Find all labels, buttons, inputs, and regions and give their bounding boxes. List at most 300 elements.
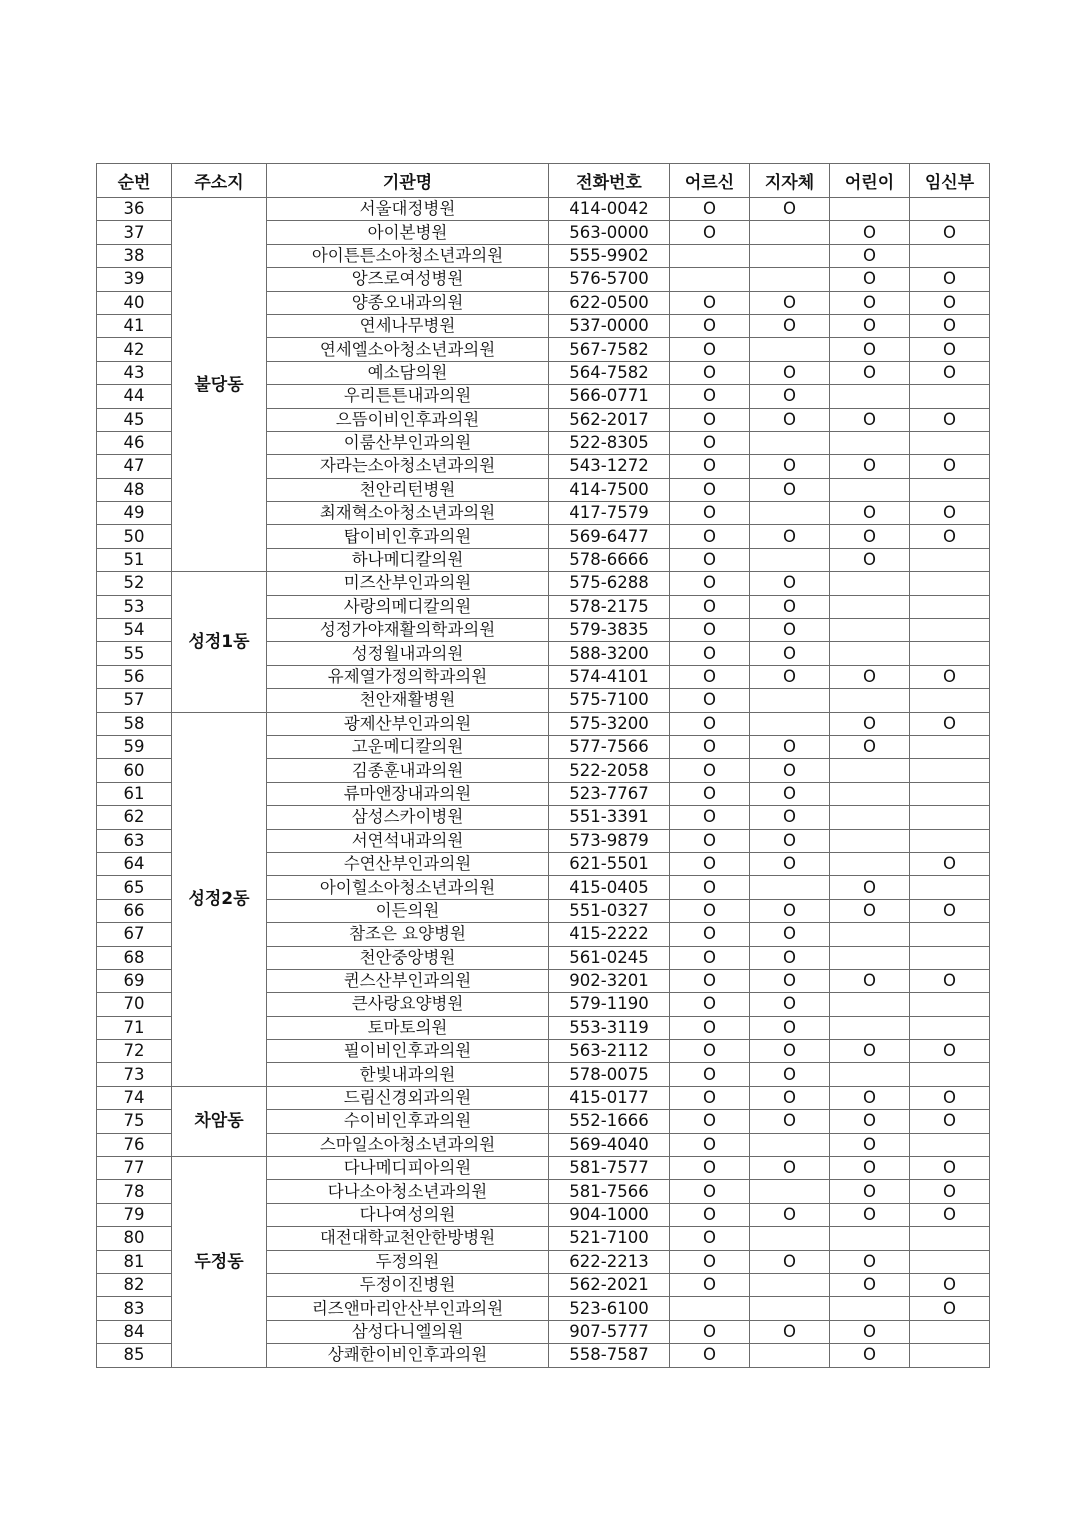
elderly-mark-cell: O: [670, 1203, 750, 1226]
number-cell: 71: [97, 1016, 172, 1039]
children-mark-cell: [830, 642, 910, 665]
phone-cell: 414-0042: [549, 198, 670, 221]
phone-cell: 522-2058: [549, 759, 670, 782]
pregnant-mark-cell: [910, 572, 990, 595]
children-mark-cell: O: [830, 525, 910, 548]
local-gov-mark-cell: O: [750, 385, 830, 408]
children-mark-cell: O: [830, 1086, 910, 1109]
pregnant-mark-cell: O: [910, 525, 990, 548]
local-gov-mark-cell: O: [750, 525, 830, 548]
district-cell: 성정1동: [172, 572, 267, 712]
phone-cell: 569-6477: [549, 525, 670, 548]
number-cell: 40: [97, 291, 172, 314]
institution-name-cell: 상쾌한이비인후과의원: [267, 1344, 549, 1367]
children-mark-cell: O: [830, 548, 910, 571]
elderly-mark-cell: O: [670, 548, 750, 571]
children-mark-cell: O: [830, 338, 910, 361]
phone-cell: 581-7577: [549, 1157, 670, 1180]
elderly-mark-cell: O: [670, 923, 750, 946]
institution-name-cell: 드림신경외과의원: [267, 1086, 549, 1109]
local-gov-mark-cell: O: [750, 1063, 830, 1086]
pregnant-mark-cell: O: [910, 291, 990, 314]
local-gov-mark-cell: O: [750, 1250, 830, 1273]
children-mark-cell: O: [830, 712, 910, 735]
institution-name-cell: 스마일소아청소년과의원: [267, 1133, 549, 1156]
elderly-mark-cell: O: [670, 689, 750, 712]
phone-cell: 537-0000: [549, 314, 670, 337]
elderly-mark-cell: O: [670, 572, 750, 595]
phone-cell: 558-7587: [549, 1344, 670, 1367]
pregnant-mark-cell: [910, 478, 990, 501]
district-cell: 불당동: [172, 198, 267, 572]
institution-name-cell: 천안리턴병원: [267, 478, 549, 501]
number-cell: 81: [97, 1250, 172, 1273]
institution-name-cell: 두정이진병원: [267, 1273, 549, 1296]
institution-name-cell: 큰사랑요양병원: [267, 993, 549, 1016]
children-mark-cell: [830, 1297, 910, 1320]
header-local-gov: 지자체: [750, 164, 830, 198]
clinic-table: [96, 163, 990, 1368]
table-row: [97, 1157, 990, 1180]
pregnant-mark-cell: O: [910, 1203, 990, 1226]
elderly-mark-cell: O: [670, 595, 750, 618]
local-gov-mark-cell: [750, 876, 830, 899]
header-row: [97, 164, 990, 198]
institution-name-cell: 광제산부인과의원: [267, 712, 549, 735]
children-mark-cell: O: [830, 502, 910, 525]
pregnant-mark-cell: O: [910, 408, 990, 431]
pregnant-mark-cell: [910, 1344, 990, 1367]
elderly-mark-cell: [670, 1297, 750, 1320]
elderly-mark-cell: O: [670, 1157, 750, 1180]
pregnant-mark-cell: [910, 1250, 990, 1273]
phone-cell: 569-4040: [549, 1133, 670, 1156]
institution-name-cell: 앙즈로여성병원: [267, 268, 549, 291]
phone-cell: 622-2213: [549, 1250, 670, 1273]
elderly-mark-cell: O: [670, 1250, 750, 1273]
local-gov-mark-cell: O: [750, 408, 830, 431]
elderly-mark-cell: O: [670, 1086, 750, 1109]
district-cell: 차암동: [172, 1086, 267, 1156]
institution-name-cell: 김종훈내과의원: [267, 759, 549, 782]
pregnant-mark-cell: O: [910, 1180, 990, 1203]
local-gov-mark-cell: O: [750, 478, 830, 501]
institution-name-cell: 예소담의원: [267, 361, 549, 384]
header-pregnant: 임신부: [910, 164, 990, 198]
number-cell: 43: [97, 361, 172, 384]
table-row: [97, 1086, 990, 1109]
local-gov-mark-cell: O: [750, 899, 830, 922]
phone-cell: 564-7582: [549, 361, 670, 384]
number-cell: 76: [97, 1133, 172, 1156]
institution-name-cell: 우리튼튼내과의원: [267, 385, 549, 408]
phone-cell: 543-1272: [549, 455, 670, 478]
header-number: 순번: [97, 164, 172, 198]
local-gov-mark-cell: O: [750, 1320, 830, 1343]
phone-cell: 415-0177: [549, 1086, 670, 1109]
children-mark-cell: O: [830, 314, 910, 337]
children-mark-cell: [830, 923, 910, 946]
children-mark-cell: [830, 852, 910, 875]
phone-cell: 414-7500: [549, 478, 670, 501]
institution-name-cell: 성정가야재활의학과의원: [267, 619, 549, 642]
phone-cell: 523-6100: [549, 1297, 670, 1320]
number-cell: 38: [97, 244, 172, 267]
institution-name-cell: 아이본병원: [267, 221, 549, 244]
pregnant-mark-cell: O: [910, 969, 990, 992]
elderly-mark-cell: O: [670, 198, 750, 221]
local-gov-mark-cell: O: [750, 969, 830, 992]
number-cell: 68: [97, 946, 172, 969]
elderly-mark-cell: O: [670, 946, 750, 969]
pregnant-mark-cell: O: [910, 665, 990, 688]
local-gov-mark-cell: [750, 1297, 830, 1320]
children-mark-cell: O: [830, 665, 910, 688]
number-cell: 54: [97, 619, 172, 642]
pregnant-mark-cell: [910, 759, 990, 782]
institution-name-cell: 다나소아청소년과의원: [267, 1180, 549, 1203]
local-gov-mark-cell: [750, 1227, 830, 1250]
elderly-mark-cell: O: [670, 993, 750, 1016]
local-gov-mark-cell: O: [750, 642, 830, 665]
pregnant-mark-cell: O: [910, 268, 990, 291]
phone-cell: 552-1666: [549, 1110, 670, 1133]
number-cell: 41: [97, 314, 172, 337]
table-row: [97, 572, 990, 595]
local-gov-mark-cell: [750, 268, 830, 291]
local-gov-mark-cell: O: [750, 759, 830, 782]
elderly-mark-cell: O: [670, 642, 750, 665]
children-mark-cell: O: [830, 1320, 910, 1343]
pregnant-mark-cell: [910, 431, 990, 454]
children-mark-cell: O: [830, 969, 910, 992]
number-cell: 39: [97, 268, 172, 291]
children-mark-cell: [830, 198, 910, 221]
number-cell: 59: [97, 735, 172, 758]
phone-cell: 621-5501: [549, 852, 670, 875]
institution-name-cell: 다나여성의원: [267, 1203, 549, 1226]
elderly-mark-cell: O: [670, 1273, 750, 1296]
institution-name-cell: 성정월내과의원: [267, 642, 549, 665]
institution-name-cell: 유제열가정의학과의원: [267, 665, 549, 688]
phone-cell: 521-7100: [549, 1227, 670, 1250]
elderly-mark-cell: O: [670, 899, 750, 922]
number-cell: 47: [97, 455, 172, 478]
phone-cell: 562-2021: [549, 1273, 670, 1296]
institution-name-cell: 퀸스산부인과의원: [267, 969, 549, 992]
elderly-mark-cell: O: [670, 502, 750, 525]
pregnant-mark-cell: O: [910, 361, 990, 384]
pregnant-mark-cell: [910, 1016, 990, 1039]
elderly-mark-cell: O: [670, 712, 750, 735]
local-gov-mark-cell: O: [750, 291, 830, 314]
local-gov-mark-cell: O: [750, 1157, 830, 1180]
district-cell: 성정2동: [172, 712, 267, 1086]
pregnant-mark-cell: [910, 548, 990, 571]
elderly-mark-cell: O: [670, 852, 750, 875]
pregnant-mark-cell: [910, 595, 990, 618]
institution-name-cell: 두정의원: [267, 1250, 549, 1273]
local-gov-mark-cell: [750, 1180, 830, 1203]
children-mark-cell: O: [830, 268, 910, 291]
header-children: 어린이: [830, 164, 910, 198]
elderly-mark-cell: [670, 244, 750, 267]
children-mark-cell: O: [830, 1110, 910, 1133]
phone-cell: 581-7566: [549, 1180, 670, 1203]
phone-cell: 579-1190: [549, 993, 670, 1016]
institution-name-cell: 천안중앙병원: [267, 946, 549, 969]
institution-name-cell: 이든의원: [267, 899, 549, 922]
phone-cell: 578-0075: [549, 1063, 670, 1086]
number-cell: 37: [97, 221, 172, 244]
pregnant-mark-cell: [910, 876, 990, 899]
number-cell: 53: [97, 595, 172, 618]
phone-cell: 522-8305: [549, 431, 670, 454]
children-mark-cell: O: [830, 1040, 910, 1063]
institution-name-cell: 수이비인후과의원: [267, 1110, 549, 1133]
table-header: [97, 164, 990, 198]
pregnant-mark-cell: [910, 1133, 990, 1156]
children-mark-cell: [830, 806, 910, 829]
institution-name-cell: 하나메디칼의원: [267, 548, 549, 571]
number-cell: 61: [97, 782, 172, 805]
number-cell: 66: [97, 899, 172, 922]
number-cell: 42: [97, 338, 172, 361]
children-mark-cell: O: [830, 899, 910, 922]
elderly-mark-cell: O: [670, 221, 750, 244]
children-mark-cell: [830, 385, 910, 408]
local-gov-mark-cell: [750, 1133, 830, 1156]
phone-cell: 562-2017: [549, 408, 670, 431]
children-mark-cell: O: [830, 291, 910, 314]
elderly-mark-cell: O: [670, 1063, 750, 1086]
children-mark-cell: O: [830, 1157, 910, 1180]
number-cell: 80: [97, 1227, 172, 1250]
phone-cell: 575-3200: [549, 712, 670, 735]
children-mark-cell: [830, 946, 910, 969]
phone-cell: 566-0771: [549, 385, 670, 408]
number-cell: 60: [97, 759, 172, 782]
institution-name-cell: 최재혁소아청소년과의원: [267, 502, 549, 525]
phone-cell: 563-2112: [549, 1040, 670, 1063]
phone-cell: 575-7100: [549, 689, 670, 712]
institution-name-cell: 삼성스카이병원: [267, 806, 549, 829]
phone-cell: 902-3201: [549, 969, 670, 992]
pregnant-mark-cell: O: [910, 338, 990, 361]
phone-cell: 415-2222: [549, 923, 670, 946]
local-gov-mark-cell: [750, 1273, 830, 1296]
elderly-mark-cell: O: [670, 1133, 750, 1156]
local-gov-mark-cell: [750, 1344, 830, 1367]
institution-name-cell: 아이튼튼소아청소년과의원: [267, 244, 549, 267]
children-mark-cell: [830, 1227, 910, 1250]
elderly-mark-cell: O: [670, 1344, 750, 1367]
children-mark-cell: O: [830, 1133, 910, 1156]
number-cell: 83: [97, 1297, 172, 1320]
children-mark-cell: [830, 1016, 910, 1039]
local-gov-mark-cell: O: [750, 361, 830, 384]
phone-cell: 417-7579: [549, 502, 670, 525]
children-mark-cell: O: [830, 1180, 910, 1203]
children-mark-cell: O: [830, 244, 910, 267]
local-gov-mark-cell: O: [750, 198, 830, 221]
pregnant-mark-cell: [910, 1063, 990, 1086]
pregnant-mark-cell: [910, 244, 990, 267]
pregnant-mark-cell: O: [910, 1086, 990, 1109]
number-cell: 62: [97, 806, 172, 829]
district-cell: 두정동: [172, 1157, 267, 1368]
institution-name-cell: 탑이비인후과의원: [267, 525, 549, 548]
elderly-mark-cell: O: [670, 759, 750, 782]
elderly-mark-cell: O: [670, 735, 750, 758]
number-cell: 67: [97, 923, 172, 946]
phone-cell: 575-6288: [549, 572, 670, 595]
pregnant-mark-cell: O: [910, 1273, 990, 1296]
pregnant-mark-cell: O: [910, 502, 990, 525]
elderly-mark-cell: O: [670, 876, 750, 899]
children-mark-cell: [830, 478, 910, 501]
children-mark-cell: O: [830, 1250, 910, 1273]
children-mark-cell: [830, 595, 910, 618]
pregnant-mark-cell: O: [910, 1297, 990, 1320]
number-cell: 58: [97, 712, 172, 735]
institution-name-cell: 토마토의원: [267, 1016, 549, 1039]
number-cell: 69: [97, 969, 172, 992]
pregnant-mark-cell: [910, 923, 990, 946]
phone-cell: 553-3119: [549, 1016, 670, 1039]
children-mark-cell: [830, 993, 910, 1016]
phone-cell: 574-4101: [549, 665, 670, 688]
local-gov-mark-cell: O: [750, 829, 830, 852]
phone-cell: 567-7582: [549, 338, 670, 361]
document-page: [96, 163, 990, 1368]
institution-name-cell: 참조은 요양병원: [267, 923, 549, 946]
pregnant-mark-cell: O: [910, 899, 990, 922]
elderly-mark-cell: [670, 268, 750, 291]
pregnant-mark-cell: O: [910, 1040, 990, 1063]
phone-cell: 415-0405: [549, 876, 670, 899]
institution-name-cell: 서연석내과의원: [267, 829, 549, 852]
phone-cell: 578-2175: [549, 595, 670, 618]
number-cell: 48: [97, 478, 172, 501]
institution-name-cell: 류마앤장내과의원: [267, 782, 549, 805]
institution-name-cell: 양종오내과의원: [267, 291, 549, 314]
institution-name-cell: 아이힐소아청소년과의원: [267, 876, 549, 899]
number-cell: 46: [97, 431, 172, 454]
elderly-mark-cell: O: [670, 291, 750, 314]
local-gov-mark-cell: O: [750, 1110, 830, 1133]
local-gov-mark-cell: [750, 548, 830, 571]
local-gov-mark-cell: [750, 502, 830, 525]
local-gov-mark-cell: O: [750, 923, 830, 946]
children-mark-cell: [830, 782, 910, 805]
children-mark-cell: O: [830, 735, 910, 758]
children-mark-cell: [830, 759, 910, 782]
number-cell: 73: [97, 1063, 172, 1086]
pregnant-mark-cell: [910, 993, 990, 1016]
number-cell: 74: [97, 1086, 172, 1109]
elderly-mark-cell: O: [670, 1180, 750, 1203]
elderly-mark-cell: O: [670, 806, 750, 829]
elderly-mark-cell: O: [670, 525, 750, 548]
children-mark-cell: [830, 572, 910, 595]
local-gov-mark-cell: O: [750, 1203, 830, 1226]
phone-cell: 578-6666: [549, 548, 670, 571]
local-gov-mark-cell: O: [750, 455, 830, 478]
institution-name-cell: 리즈앤마리안산부인과의원: [267, 1297, 549, 1320]
elderly-mark-cell: O: [670, 1320, 750, 1343]
institution-name-cell: 대전대학교천안한방병원: [267, 1227, 549, 1250]
pregnant-mark-cell: O: [910, 221, 990, 244]
children-mark-cell: O: [830, 221, 910, 244]
phone-cell: 523-7767: [549, 782, 670, 805]
pregnant-mark-cell: O: [910, 1110, 990, 1133]
institution-name-cell: 으뜸이비인후과의원: [267, 408, 549, 431]
elderly-mark-cell: O: [670, 665, 750, 688]
local-gov-mark-cell: O: [750, 595, 830, 618]
institution-name-cell: 필이비인후과의원: [267, 1040, 549, 1063]
children-mark-cell: O: [830, 408, 910, 431]
number-cell: 82: [97, 1273, 172, 1296]
institution-name-cell: 이룸산부인과의원: [267, 431, 549, 454]
phone-cell: 579-3835: [549, 619, 670, 642]
pregnant-mark-cell: [910, 782, 990, 805]
number-cell: 75: [97, 1110, 172, 1133]
pregnant-mark-cell: [910, 689, 990, 712]
local-gov-mark-cell: O: [750, 993, 830, 1016]
number-cell: 36: [97, 198, 172, 221]
elderly-mark-cell: O: [670, 1016, 750, 1039]
phone-cell: 563-0000: [549, 221, 670, 244]
number-cell: 79: [97, 1203, 172, 1226]
number-cell: 85: [97, 1344, 172, 1367]
table-row: [97, 198, 990, 221]
phone-cell: 904-1000: [549, 1203, 670, 1226]
phone-cell: 588-3200: [549, 642, 670, 665]
institution-name-cell: 고운메디칼의원: [267, 735, 549, 758]
children-mark-cell: [830, 619, 910, 642]
local-gov-mark-cell: [750, 221, 830, 244]
local-gov-mark-cell: [750, 431, 830, 454]
children-mark-cell: [830, 829, 910, 852]
local-gov-mark-cell: O: [750, 782, 830, 805]
pregnant-mark-cell: O: [910, 314, 990, 337]
children-mark-cell: O: [830, 1344, 910, 1367]
institution-name-cell: 미즈산부인과의원: [267, 572, 549, 595]
local-gov-mark-cell: O: [750, 1040, 830, 1063]
local-gov-mark-cell: [750, 712, 830, 735]
phone-cell: 622-0500: [549, 291, 670, 314]
institution-name-cell: 삼성다니엘의원: [267, 1320, 549, 1343]
number-cell: 70: [97, 993, 172, 1016]
phone-cell: 573-9879: [549, 829, 670, 852]
number-cell: 77: [97, 1157, 172, 1180]
number-cell: 65: [97, 876, 172, 899]
elderly-mark-cell: O: [670, 478, 750, 501]
institution-name-cell: 다나메디피아의원: [267, 1157, 549, 1180]
children-mark-cell: [830, 1063, 910, 1086]
elderly-mark-cell: O: [670, 1040, 750, 1063]
phone-cell: 576-5700: [549, 268, 670, 291]
children-mark-cell: [830, 689, 910, 712]
table-row: [97, 712, 990, 735]
pregnant-mark-cell: [910, 1320, 990, 1343]
number-cell: 72: [97, 1040, 172, 1063]
local-gov-mark-cell: O: [750, 1016, 830, 1039]
local-gov-mark-cell: O: [750, 806, 830, 829]
number-cell: 44: [97, 385, 172, 408]
number-cell: 49: [97, 502, 172, 525]
